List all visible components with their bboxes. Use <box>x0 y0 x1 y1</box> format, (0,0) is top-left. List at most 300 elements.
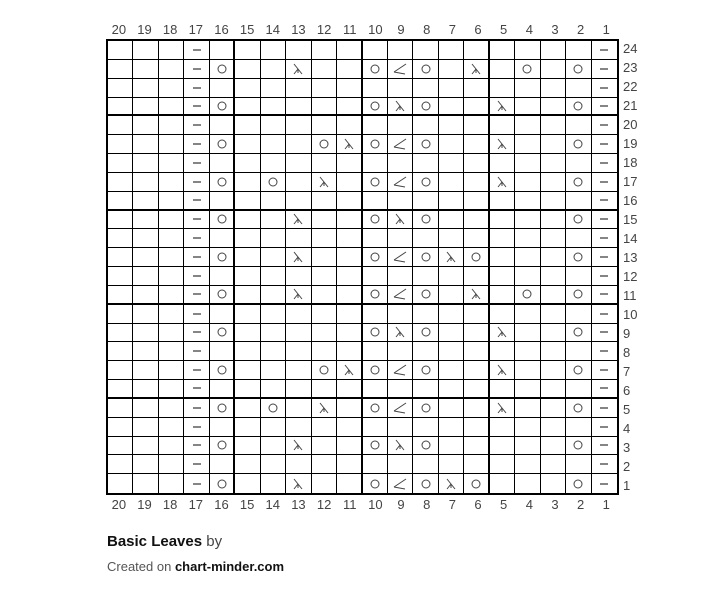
chart-cell <box>159 60 184 79</box>
row-number: 5 <box>623 402 631 417</box>
chart-cell <box>235 173 260 192</box>
chart-cell <box>337 98 362 117</box>
chart-cell <box>261 342 286 361</box>
chart-cell <box>133 399 158 418</box>
chart-cell <box>388 79 413 98</box>
right-decrease-icon <box>291 212 305 226</box>
chart-cell <box>184 173 209 192</box>
chart-cell <box>388 248 413 267</box>
right-decrease-icon <box>495 99 509 113</box>
chart-cell <box>133 79 158 98</box>
chart-cell <box>388 267 413 286</box>
site-link[interactable]: chart-minder.com <box>174 559 285 574</box>
chart-cell <box>159 79 184 98</box>
chart-cell <box>312 116 337 135</box>
chart-cell <box>312 418 337 437</box>
chart-cell <box>337 455 362 474</box>
chart-cell <box>592 211 617 230</box>
chart-cell <box>464 41 489 60</box>
yarn-over-icon <box>215 62 229 76</box>
chart-cell <box>235 135 260 154</box>
chart-cell <box>490 135 515 154</box>
chart-cell <box>515 380 540 399</box>
chart-cell <box>541 173 566 192</box>
chart-cell <box>286 79 311 98</box>
purl-icon <box>190 118 204 132</box>
yarn-over-icon <box>469 477 483 491</box>
chart-cell <box>439 154 464 173</box>
chart-cell <box>515 342 540 361</box>
chart-cell <box>413 79 438 98</box>
chart-cell <box>439 267 464 286</box>
yarn-over-icon <box>368 250 382 264</box>
yarn-over-icon <box>215 438 229 452</box>
right-decrease-icon <box>317 401 331 415</box>
column-number: 10 <box>368 497 383 512</box>
chart-cell <box>566 248 591 267</box>
yarn-over-icon <box>215 363 229 377</box>
chart-cell <box>312 211 337 230</box>
yarn-over-icon <box>215 250 229 264</box>
chart-cell <box>439 380 464 399</box>
chart-cell <box>541 286 566 305</box>
chart-cell <box>490 211 515 230</box>
column-number: 4 <box>525 497 533 512</box>
chart-cell <box>235 60 260 79</box>
chart-cell <box>108 135 133 154</box>
chart-cell <box>286 229 311 248</box>
chart-cell <box>184 267 209 286</box>
row-number: 13 <box>623 250 638 265</box>
chart-cell <box>210 474 235 493</box>
purl-icon <box>190 287 204 301</box>
chart-cell <box>388 154 413 173</box>
column-number: 19 <box>137 497 152 512</box>
purl-icon <box>597 43 611 57</box>
purl-icon <box>190 99 204 113</box>
chart-cell <box>566 324 591 343</box>
chart-cell <box>363 173 388 192</box>
yarn-over-icon <box>419 175 433 189</box>
chart-cell <box>413 267 438 286</box>
chart-cell <box>592 342 617 361</box>
chart-cell <box>413 418 438 437</box>
row-number: 9 <box>623 326 631 341</box>
chart-cell <box>210 229 235 248</box>
chart-cell <box>592 154 617 173</box>
right-decrease-icon <box>291 287 305 301</box>
chart-cell <box>439 211 464 230</box>
column-number: 6 <box>474 22 482 37</box>
column-number: 20 <box>111 22 127 37</box>
chart-cell <box>515 79 540 98</box>
yarn-over-icon <box>215 175 229 189</box>
chart-cell <box>261 324 286 343</box>
chart-cell <box>108 41 133 60</box>
right-decrease-icon <box>495 325 509 339</box>
chart-cell <box>464 79 489 98</box>
chart-cell <box>108 154 133 173</box>
purl-icon <box>597 381 611 395</box>
column-number: 4 <box>525 22 533 37</box>
purl-icon <box>597 231 611 245</box>
chart-cell <box>464 305 489 324</box>
chart-cell <box>592 41 617 60</box>
column-number: 19 <box>137 22 152 37</box>
chart-cell <box>363 248 388 267</box>
purl-icon <box>597 438 611 452</box>
chart-cell <box>363 192 388 211</box>
chart-cell <box>337 305 362 324</box>
purl-icon <box>597 477 611 491</box>
chart-cell <box>108 380 133 399</box>
chart-cell <box>337 380 362 399</box>
purl-icon <box>190 175 204 189</box>
chart-cell <box>133 98 158 117</box>
right-decrease-icon <box>342 363 356 377</box>
chart-cell <box>210 135 235 154</box>
purl-icon <box>190 81 204 95</box>
chart-cell <box>337 474 362 493</box>
chart-cell <box>490 229 515 248</box>
chart-cell <box>108 324 133 343</box>
chart-cell <box>541 116 566 135</box>
column-number: 17 <box>188 22 204 37</box>
chart-cell <box>388 418 413 437</box>
chart-cell <box>566 437 591 456</box>
left-decrease-icon <box>393 363 407 377</box>
chart-cell <box>210 267 235 286</box>
chart-cell <box>515 437 540 456</box>
chart-cell <box>413 211 438 230</box>
chart-cell <box>388 229 413 248</box>
chart-cell <box>210 342 235 361</box>
chart-cell <box>235 455 260 474</box>
chart-cell <box>133 267 158 286</box>
chart-cell <box>337 41 362 60</box>
column-number: 11 <box>342 497 357 512</box>
left-decrease-icon <box>393 287 407 301</box>
purl-icon <box>190 212 204 226</box>
chart-cell <box>184 248 209 267</box>
yarn-over-icon <box>571 287 585 301</box>
chart-cell <box>337 154 362 173</box>
chart-cell <box>108 173 133 192</box>
chart-cell <box>363 267 388 286</box>
chart-cell <box>566 154 591 173</box>
row-number: 7 <box>623 364 631 379</box>
chart-cell <box>286 286 311 305</box>
row-number: 12 <box>623 269 638 284</box>
chart-cell <box>388 116 413 135</box>
purl-icon <box>190 363 204 377</box>
chart-cell <box>413 324 438 343</box>
chart-cell <box>210 116 235 135</box>
column-number: 5 <box>500 22 508 37</box>
chart-cell <box>133 60 158 79</box>
chart-cell <box>413 474 438 493</box>
column-number: 16 <box>214 497 229 512</box>
column-number: 18 <box>162 497 178 512</box>
chart-cell <box>286 418 311 437</box>
chart-cell <box>133 192 158 211</box>
yarn-over-icon <box>215 477 229 491</box>
chart-cell <box>464 173 489 192</box>
purl-icon <box>597 287 611 301</box>
chart-cell <box>235 399 260 418</box>
chart-cell <box>388 324 413 343</box>
yarn-over-icon <box>571 401 585 415</box>
right-decrease-icon <box>342 137 356 151</box>
chart-cell <box>159 98 184 117</box>
chart-cell <box>592 60 617 79</box>
chart-cell <box>388 173 413 192</box>
row-number: 15 <box>623 212 638 227</box>
chart-cell <box>515 418 540 437</box>
chart-cell <box>515 192 540 211</box>
chart-cell <box>235 98 260 117</box>
chart-cell <box>210 418 235 437</box>
chart-cell <box>210 248 235 267</box>
chart-title: Basic Leaves <box>107 533 203 550</box>
yarn-over-icon <box>571 363 585 377</box>
chart-cell <box>541 437 566 456</box>
chart-cell <box>286 60 311 79</box>
chart-cell <box>261 60 286 79</box>
chart-cell <box>490 399 515 418</box>
chart-cell <box>184 418 209 437</box>
chart-cell <box>312 474 337 493</box>
row-number: 8 <box>623 345 631 360</box>
yarn-over-icon <box>419 250 433 264</box>
chart-cell <box>566 173 591 192</box>
chart-cell <box>261 455 286 474</box>
yarn-over-icon <box>368 287 382 301</box>
chart-cell <box>388 474 413 493</box>
purl-icon <box>190 193 204 207</box>
chart-cell <box>235 79 260 98</box>
chart-cell <box>363 79 388 98</box>
yarn-over-icon <box>571 325 585 339</box>
chart-cell <box>541 399 566 418</box>
chart-cell <box>133 437 158 456</box>
chart-cell <box>388 60 413 79</box>
chart-cell <box>515 116 540 135</box>
chart-cell <box>490 192 515 211</box>
chart-cell <box>363 342 388 361</box>
chart-cell <box>159 229 184 248</box>
chart-cell <box>363 305 388 324</box>
chart-cell <box>541 455 566 474</box>
chart-cell <box>439 192 464 211</box>
purl-icon <box>597 307 611 321</box>
chart-cell <box>312 60 337 79</box>
left-decrease-icon <box>393 62 407 76</box>
chart-cell <box>363 135 388 154</box>
chart-cell <box>133 361 158 380</box>
purl-icon <box>190 231 204 245</box>
chart-cell <box>261 211 286 230</box>
chart-cell <box>312 173 337 192</box>
yarn-over-icon <box>266 401 280 415</box>
chart-cell <box>312 342 337 361</box>
chart-cell <box>566 380 591 399</box>
chart-cell <box>439 286 464 305</box>
chart-cell <box>210 380 235 399</box>
chart-cell <box>515 211 540 230</box>
chart-cell <box>210 399 235 418</box>
chart-cell <box>464 229 489 248</box>
chart-cell <box>337 173 362 192</box>
chart-cell <box>184 79 209 98</box>
chart-cell <box>235 154 260 173</box>
column-number: 15 <box>239 497 255 512</box>
purl-icon <box>597 156 611 170</box>
chart-cell <box>312 324 337 343</box>
chart-cell <box>108 437 133 456</box>
chart-cell <box>515 474 540 493</box>
chart-cell <box>133 173 158 192</box>
column-number: 3 <box>551 22 559 37</box>
chart-cell <box>592 361 617 380</box>
chart-cell <box>184 361 209 380</box>
right-decrease-icon <box>495 401 509 415</box>
chart-cell <box>337 79 362 98</box>
chart-cell <box>312 455 337 474</box>
chart-cell <box>515 60 540 79</box>
purl-icon <box>597 81 611 95</box>
column-number: 8 <box>423 22 431 37</box>
column-number: 18 <box>162 22 178 37</box>
yarn-over-icon <box>571 212 585 226</box>
purl-icon <box>597 344 611 358</box>
chart-cell <box>413 361 438 380</box>
yarn-over-icon <box>419 287 433 301</box>
chart-cell <box>413 455 438 474</box>
chart-cell <box>108 418 133 437</box>
chart-cell <box>490 248 515 267</box>
chart-cell <box>159 399 184 418</box>
row-number: 23 <box>623 60 638 75</box>
chart-cell <box>566 229 591 248</box>
chart-cell <box>261 154 286 173</box>
chart-cell <box>210 324 235 343</box>
chart-cell <box>439 342 464 361</box>
chart-cell <box>184 324 209 343</box>
chart-cell <box>337 418 362 437</box>
yarn-over-icon <box>368 477 382 491</box>
row-number: 1 <box>623 478 631 493</box>
chart-cell <box>541 324 566 343</box>
chart-cell <box>286 437 311 456</box>
chart-cell <box>133 229 158 248</box>
chart-cell <box>159 41 184 60</box>
chart-cell <box>464 399 489 418</box>
yarn-over-icon <box>520 62 534 76</box>
purl-icon <box>597 62 611 76</box>
chart-cell <box>286 135 311 154</box>
yarn-over-icon <box>215 325 229 339</box>
chart-cell <box>439 173 464 192</box>
chart-cell <box>108 79 133 98</box>
chart-cell <box>541 305 566 324</box>
chart-cell <box>184 135 209 154</box>
chart-cell <box>133 324 158 343</box>
chart-cell <box>133 418 158 437</box>
row-numbers <box>621 39 651 495</box>
chart-cell <box>464 60 489 79</box>
chart-cell <box>235 248 260 267</box>
yarn-over-icon <box>368 401 382 415</box>
chart-cell <box>464 211 489 230</box>
chart-cell <box>388 342 413 361</box>
yarn-over-icon <box>419 325 433 339</box>
chart-cell <box>439 248 464 267</box>
chart-cell <box>337 192 362 211</box>
chart-cell <box>439 135 464 154</box>
chart-cell <box>490 173 515 192</box>
chart-cell <box>312 135 337 154</box>
right-decrease-icon <box>291 250 305 264</box>
chart-cell <box>464 154 489 173</box>
chart-cell <box>184 98 209 117</box>
purl-icon <box>597 118 611 132</box>
chart-cell <box>464 324 489 343</box>
chart-cell <box>566 361 591 380</box>
chart-cell <box>439 60 464 79</box>
chart-cell <box>388 455 413 474</box>
purl-icon <box>597 420 611 434</box>
chart-cell <box>388 399 413 418</box>
right-decrease-icon <box>495 175 509 189</box>
purl-icon <box>597 401 611 415</box>
chart-cell <box>159 211 184 230</box>
chart-cell <box>490 41 515 60</box>
chart-cell <box>490 79 515 98</box>
right-decrease-icon <box>393 438 407 452</box>
chart-cell <box>413 399 438 418</box>
chart-cell <box>210 173 235 192</box>
right-decrease-icon <box>444 477 458 491</box>
chart-cell <box>159 455 184 474</box>
purl-icon <box>190 381 204 395</box>
yarn-over-icon <box>571 175 585 189</box>
chart-cell <box>159 361 184 380</box>
chart-cell <box>541 248 566 267</box>
chart-cell <box>133 342 158 361</box>
row-number: 19 <box>623 136 638 151</box>
chart-cell <box>184 116 209 135</box>
right-decrease-icon <box>291 477 305 491</box>
chart-cell <box>388 192 413 211</box>
chart-cell <box>464 135 489 154</box>
chart-cell <box>108 211 133 230</box>
chart-cell <box>566 455 591 474</box>
chart-cell <box>235 324 260 343</box>
chart-cell <box>184 474 209 493</box>
chart-cell <box>515 361 540 380</box>
chart-cell <box>439 455 464 474</box>
chart-cell <box>490 267 515 286</box>
chart-cell <box>541 41 566 60</box>
chart-cell <box>312 286 337 305</box>
chart-cell <box>108 98 133 117</box>
yarn-over-icon <box>419 401 433 415</box>
chart-cell <box>388 98 413 117</box>
row-number: 10 <box>623 307 638 322</box>
chart-cell <box>490 154 515 173</box>
chart-cell <box>337 211 362 230</box>
